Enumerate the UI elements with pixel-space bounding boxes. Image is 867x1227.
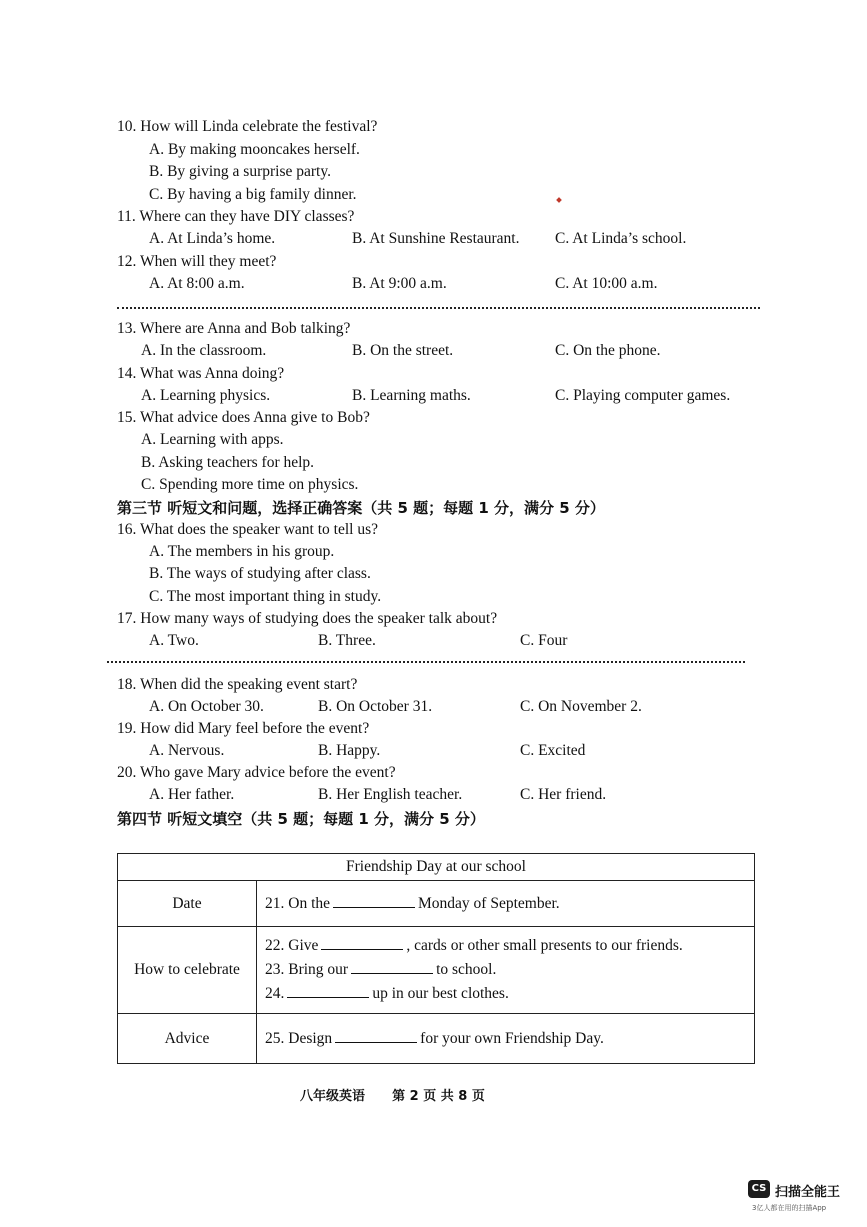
- watermark-subtitle: 3亿人都在用的扫描App: [752, 1204, 827, 1212]
- row-content-advice: [257, 1014, 755, 1064]
- question-12: 12. When will they meet?: [117, 253, 277, 270]
- option-13a: A. In the classroom.: [141, 342, 267, 359]
- section-4-heading: 第四节 听短文填空（共 5 题；每题 1 分，满分 5 分）: [117, 810, 485, 828]
- row-label-advice: Advice: [118, 1014, 257, 1064]
- option-13b: B. On the street.: [352, 342, 454, 359]
- option-16a: A. The members in his group.: [149, 543, 335, 560]
- dotted-divider: [117, 307, 760, 309]
- option-14b: B. Learning maths.: [352, 387, 471, 404]
- option-13c: C. On the phone.: [555, 342, 661, 359]
- section-3-heading: 第三节 听短文和问题，选择正确答案（共 5 题；每题 1 分，满分 5 分）: [117, 499, 605, 517]
- item-24-suffix: up in our best clothes.: [372, 985, 509, 1002]
- blank-24[interactable]: [287, 983, 369, 998]
- option-15c: C. Spending more time on physics.: [141, 476, 359, 493]
- option-14c: C. Playing computer games.: [555, 387, 731, 404]
- option-11c: C. At Linda’s school.: [555, 230, 687, 247]
- item-22-prefix: 22. Give: [265, 937, 319, 954]
- table-caption: Friendship Day at our school: [118, 854, 755, 881]
- option-12a: A. At 8:00 a.m.: [149, 275, 245, 292]
- page-footer: 八年级英语 第 2 页 共 8 页: [300, 1089, 485, 1104]
- option-19b: B. Happy.: [318, 742, 381, 759]
- option-10a: A. By making mooncakes herself.: [149, 141, 360, 158]
- question-16: 16. What does the speaker want to tell us?: [117, 521, 378, 538]
- blank-25[interactable]: [335, 1028, 417, 1043]
- option-18b: B. On October 31.: [318, 698, 433, 715]
- option-12b: B. At 9:00 a.m.: [352, 275, 447, 292]
- dotted-divider: [107, 661, 745, 663]
- blank-23[interactable]: [351, 959, 433, 974]
- option-16b: B. The ways of studying after class.: [149, 565, 371, 582]
- item-21-prefix: 21. On the: [265, 894, 331, 912]
- item-23-prefix: 23. Bring our: [265, 961, 349, 978]
- option-17c: C. Four: [520, 632, 568, 649]
- option-10c: C. By having a big family dinner.: [149, 186, 357, 203]
- option-10b: B. By giving a surprise party.: [149, 163, 331, 180]
- question-18: 18. When did the speaking event start?: [117, 676, 358, 693]
- option-11b: B. At Sunshine Restaurant.: [352, 230, 520, 247]
- question-13: 13. Where are Anna and Bob talking?: [117, 320, 351, 337]
- question-11: 11. Where can they have DIY classes?: [117, 208, 355, 225]
- question-15: 15. What advice does Anna give to Bob?: [117, 409, 370, 426]
- row-content-date: [257, 881, 755, 927]
- item-22-suffix: , cards or other small presents to our friends.: [406, 937, 683, 954]
- option-18c: C. On November 2.: [520, 698, 642, 715]
- option-17b: B. Three.: [318, 632, 376, 649]
- option-20c: C. Her friend.: [520, 786, 607, 803]
- item-24-prefix: 24.: [265, 985, 285, 1002]
- option-15a: A. Learning with apps.: [141, 431, 284, 448]
- friendship-day-table: [117, 853, 755, 1064]
- question-10: 10. How will Linda celebrate the festival?: [117, 118, 378, 135]
- row-label-date: Date: [118, 881, 257, 927]
- option-11a: A. At Linda’s home.: [149, 230, 276, 247]
- option-12c: C. At 10:00 a.m.: [555, 275, 658, 292]
- red-pen-mark: [556, 197, 562, 203]
- item-23-suffix: to school.: [436, 961, 497, 978]
- option-20a: A. Her father.: [149, 786, 235, 803]
- question-19: 19. How did Mary feel before the event?: [117, 720, 370, 737]
- question-17: 17. How many ways of studying does the speaker talk about?: [117, 610, 498, 627]
- row-content-celebrate: [257, 927, 755, 1014]
- option-18a: A. On October 30.: [149, 698, 264, 715]
- blank-21[interactable]: [333, 893, 415, 908]
- option-16c: C. The most important thing in study.: [149, 588, 382, 605]
- camscanner-logo-icon: CS: [748, 1180, 770, 1198]
- question-14: 14. What was Anna doing?: [117, 365, 285, 382]
- question-20: 20. Who gave Mary advice before the event?: [117, 764, 396, 781]
- option-19c: C. Excited: [520, 742, 586, 759]
- row-label-celebrate: How to celebrate: [118, 927, 257, 1014]
- item-25-prefix: 25. Design: [265, 1029, 333, 1047]
- item-21-suffix: Monday of September.: [418, 894, 560, 912]
- watermark-title: 扫描全能王: [775, 1185, 841, 1200]
- option-15b: B. Asking teachers for help.: [141, 454, 315, 471]
- option-19a: A. Nervous.: [149, 742, 225, 759]
- option-14a: A. Learning physics.: [141, 387, 271, 404]
- option-17a: A. Two.: [149, 632, 199, 649]
- item-25-suffix: for your own Friendship Day.: [420, 1029, 604, 1047]
- option-20b: B. Her English teacher.: [318, 786, 463, 803]
- blank-22[interactable]: [321, 935, 403, 950]
